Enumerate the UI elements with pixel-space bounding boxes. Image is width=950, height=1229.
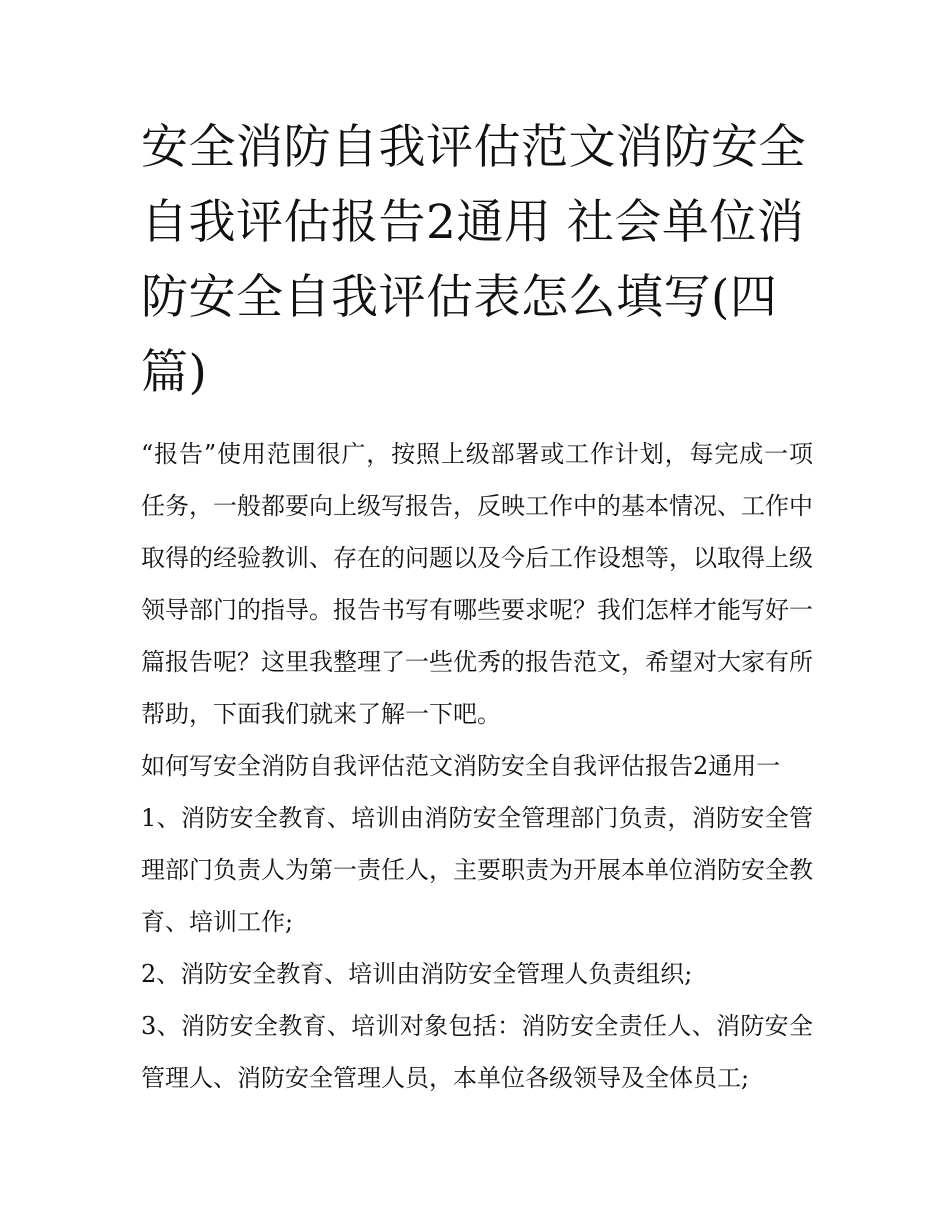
list-item: 2、消防安全教育、培训由消防安全管理人负责组织;: [141, 960, 693, 988]
document-page: [141, 110, 813, 1104]
intro-paragraph: “报告”使用范围很广，按照上级部署或工作计划，每完成一项任务，一般都要向上级写报告，反映工作中的基本情况、工作中取得的经验教训、存在的问题以及今后工作设想等，以取得上级领导部门的指导。报告书写有哪些要求呢？我们怎样才能写好一篇报告呢？这里我整理了一些优秀的报告范文，希望对大家有所帮助，下面我们就来了解一下吧。: [141, 440, 813, 728]
document-title: 安全消防自我评估范文消防安全自我评估报告2通用 社会单位消防安全自我评估表怎么填写(四篇): [141, 120, 806, 400]
section-heading: 如何写安全消防自我评估范文消防安全自我评估报告2通用一: [141, 752, 781, 780]
list-item: 3、消防安全教育、培训对象包括：消防安全责任人、消防安全管理人、消防安全管理人员，本单位各级领导及全体员工;: [141, 1012, 813, 1092]
list-item: 1、消防安全教育、培训由消防安全管理部门负责，消防安全管理部门负责人为第一责任人，主要职责为开展本单位消防安全教育、培训工作;: [141, 804, 813, 936]
document-body: [141, 428, 813, 1104]
